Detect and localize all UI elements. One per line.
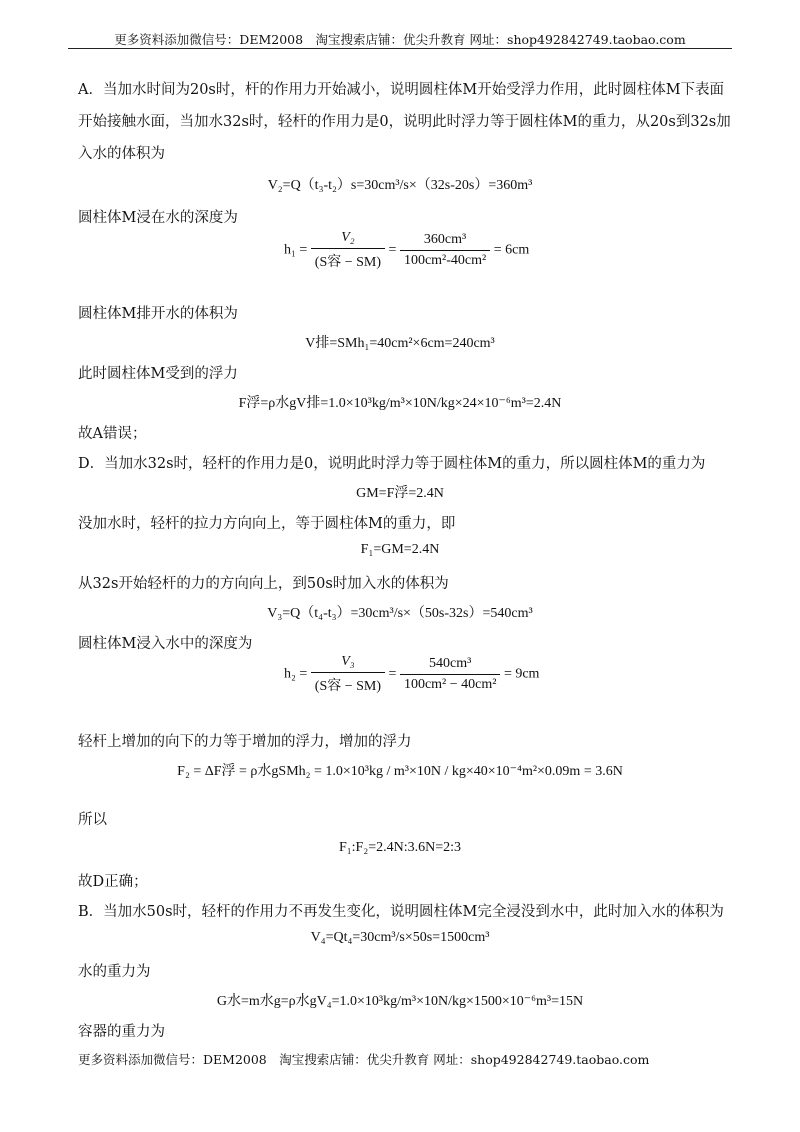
paragraph-b-line1: B．当加水50s时，轻杆的作用力不再发生变化，说明圆柱体M完全浸没到水中，此时加入水的体积为 bbox=[78, 904, 724, 920]
h1-rhs: = 6cm bbox=[493, 242, 530, 258]
h2-denominator-value: 100cm² − 40cm² bbox=[403, 677, 497, 692]
equation-f2: F₂ = ΔF浮 = ρ水gSMh₂ = 1.0×10³kg / m³×10N / kg×40×10⁻⁴m²×0.09m = 3.6N bbox=[177, 764, 623, 779]
equals-sign: = bbox=[388, 242, 397, 258]
equation-v2: V₂=Q（t₃-t₂）s=30cm³/s×（32s-20s）=360m³ bbox=[267, 178, 533, 193]
depth-label-1: 圆柱体M浸在水的深度为 bbox=[78, 210, 238, 226]
paragraph-a-line2: 开始接触水面，当加水32s时，轻杆的作用力是0，说明此时浮力等于圆柱体M的重力，从20s到32s加 bbox=[78, 114, 731, 130]
equation-f1: F₁=GM=2.4N bbox=[360, 542, 440, 557]
h1-fraction-symbolic bbox=[311, 230, 385, 271]
header-rule bbox=[68, 48, 732, 49]
equation-ratio: F₁:F₂=2.4N:3.6N=2:3 bbox=[338, 840, 461, 855]
paragraph-d-line1: D．当加水32s时，轻杆的作用力是0，说明此时浮力等于圆柱体M的重力，所以圆柱体M的重力为 bbox=[78, 456, 706, 472]
paragraph-d-line3: 从32s开始轻杆的力的方向向上，到50s时加入水的体积为 bbox=[78, 576, 449, 592]
h2-lhs: h₂ = bbox=[284, 666, 308, 682]
buoyancy-label: 此时圆柱体M受到的浮力 bbox=[78, 366, 238, 382]
equation-buoyancy: F浮=ρ水gV排=1.0×10³kg/m³×10N/kg×24×10⁻⁶m³=2.4N bbox=[238, 396, 562, 411]
equation-gm: GM=F浮=2.4N bbox=[356, 486, 444, 501]
h1-fraction-numeric bbox=[400, 232, 490, 269]
h1-numerator-value: 360cm³ bbox=[400, 232, 490, 251]
displaced-volume-label: 圆柱体M排开水的体积为 bbox=[78, 306, 238, 322]
h2-fraction-numeric bbox=[400, 656, 501, 693]
paragraph-a-line1: A．当加水时间为20s时，杆的作用力开始减小，说明圆柱体M开始受浮力作用，此时圆柱体M下表面 bbox=[78, 82, 725, 98]
added-force-label: 轻杆上增加的向下的力等于增加的浮力，增加的浮力 bbox=[78, 734, 412, 750]
h2-rhs: = 9cm bbox=[503, 666, 540, 682]
h2-numerator-value: 540cm³ bbox=[400, 656, 501, 675]
h2-denominator: (S容 − SM) bbox=[314, 679, 382, 694]
conclusion-d: 故D正确； bbox=[78, 874, 148, 890]
equals-sign: = bbox=[388, 666, 397, 682]
equation-h1 bbox=[284, 230, 529, 271]
conclusion-a: 故A错误； bbox=[78, 426, 147, 442]
page-header: 更多资料添加微信号：DEM2008 淘宝搜索店铺：优尖升教育 网址：shop492842749.taobao.com bbox=[114, 32, 686, 47]
equation-v3: V₃=Q（t₄-t₃）=30cm³/s×（50s-32s）=540cm³ bbox=[267, 606, 533, 621]
page-footer: 更多资料添加微信号：DEM2008 淘宝搜索店铺：优尖升教育 网址：shop492842749.taobao.com bbox=[78, 1052, 650, 1067]
equation-v-displaced: V排=SMh₁=40cm²×6cm=240cm³ bbox=[305, 336, 495, 351]
h2-fraction-symbolic bbox=[311, 654, 385, 695]
h1-lhs: h₁ = bbox=[284, 242, 308, 258]
h1-denominator: (S容 − SM) bbox=[314, 255, 382, 270]
therefore-label: 所以 bbox=[78, 812, 107, 828]
equation-v4: V₄=Qt₄=30cm³/s×50s=1500cm³ bbox=[310, 930, 490, 945]
paragraph-d-line2: 没加水时，轻杆的拉力方向向上，等于圆柱体M的重力，即 bbox=[78, 516, 456, 532]
equation-g-water: G水=m水g=ρ水gV₄=1.0×10³kg/m³×10N/kg×1500×10⁻⁶m³=15N bbox=[216, 994, 584, 1009]
h1-denominator-value: 100cm²-40cm² bbox=[403, 253, 487, 268]
h1-numerator: V₂ bbox=[311, 230, 385, 249]
depth-label-2: 圆柱体M浸入水中的深度为 bbox=[78, 636, 253, 652]
water-weight-label: 水的重力为 bbox=[78, 964, 151, 980]
equation-h2 bbox=[284, 654, 539, 695]
h2-numerator: V₃ bbox=[311, 654, 385, 673]
container-weight-label: 容器的重力为 bbox=[78, 1024, 165, 1040]
paragraph-a-line3: 入水的体积为 bbox=[78, 146, 165, 162]
